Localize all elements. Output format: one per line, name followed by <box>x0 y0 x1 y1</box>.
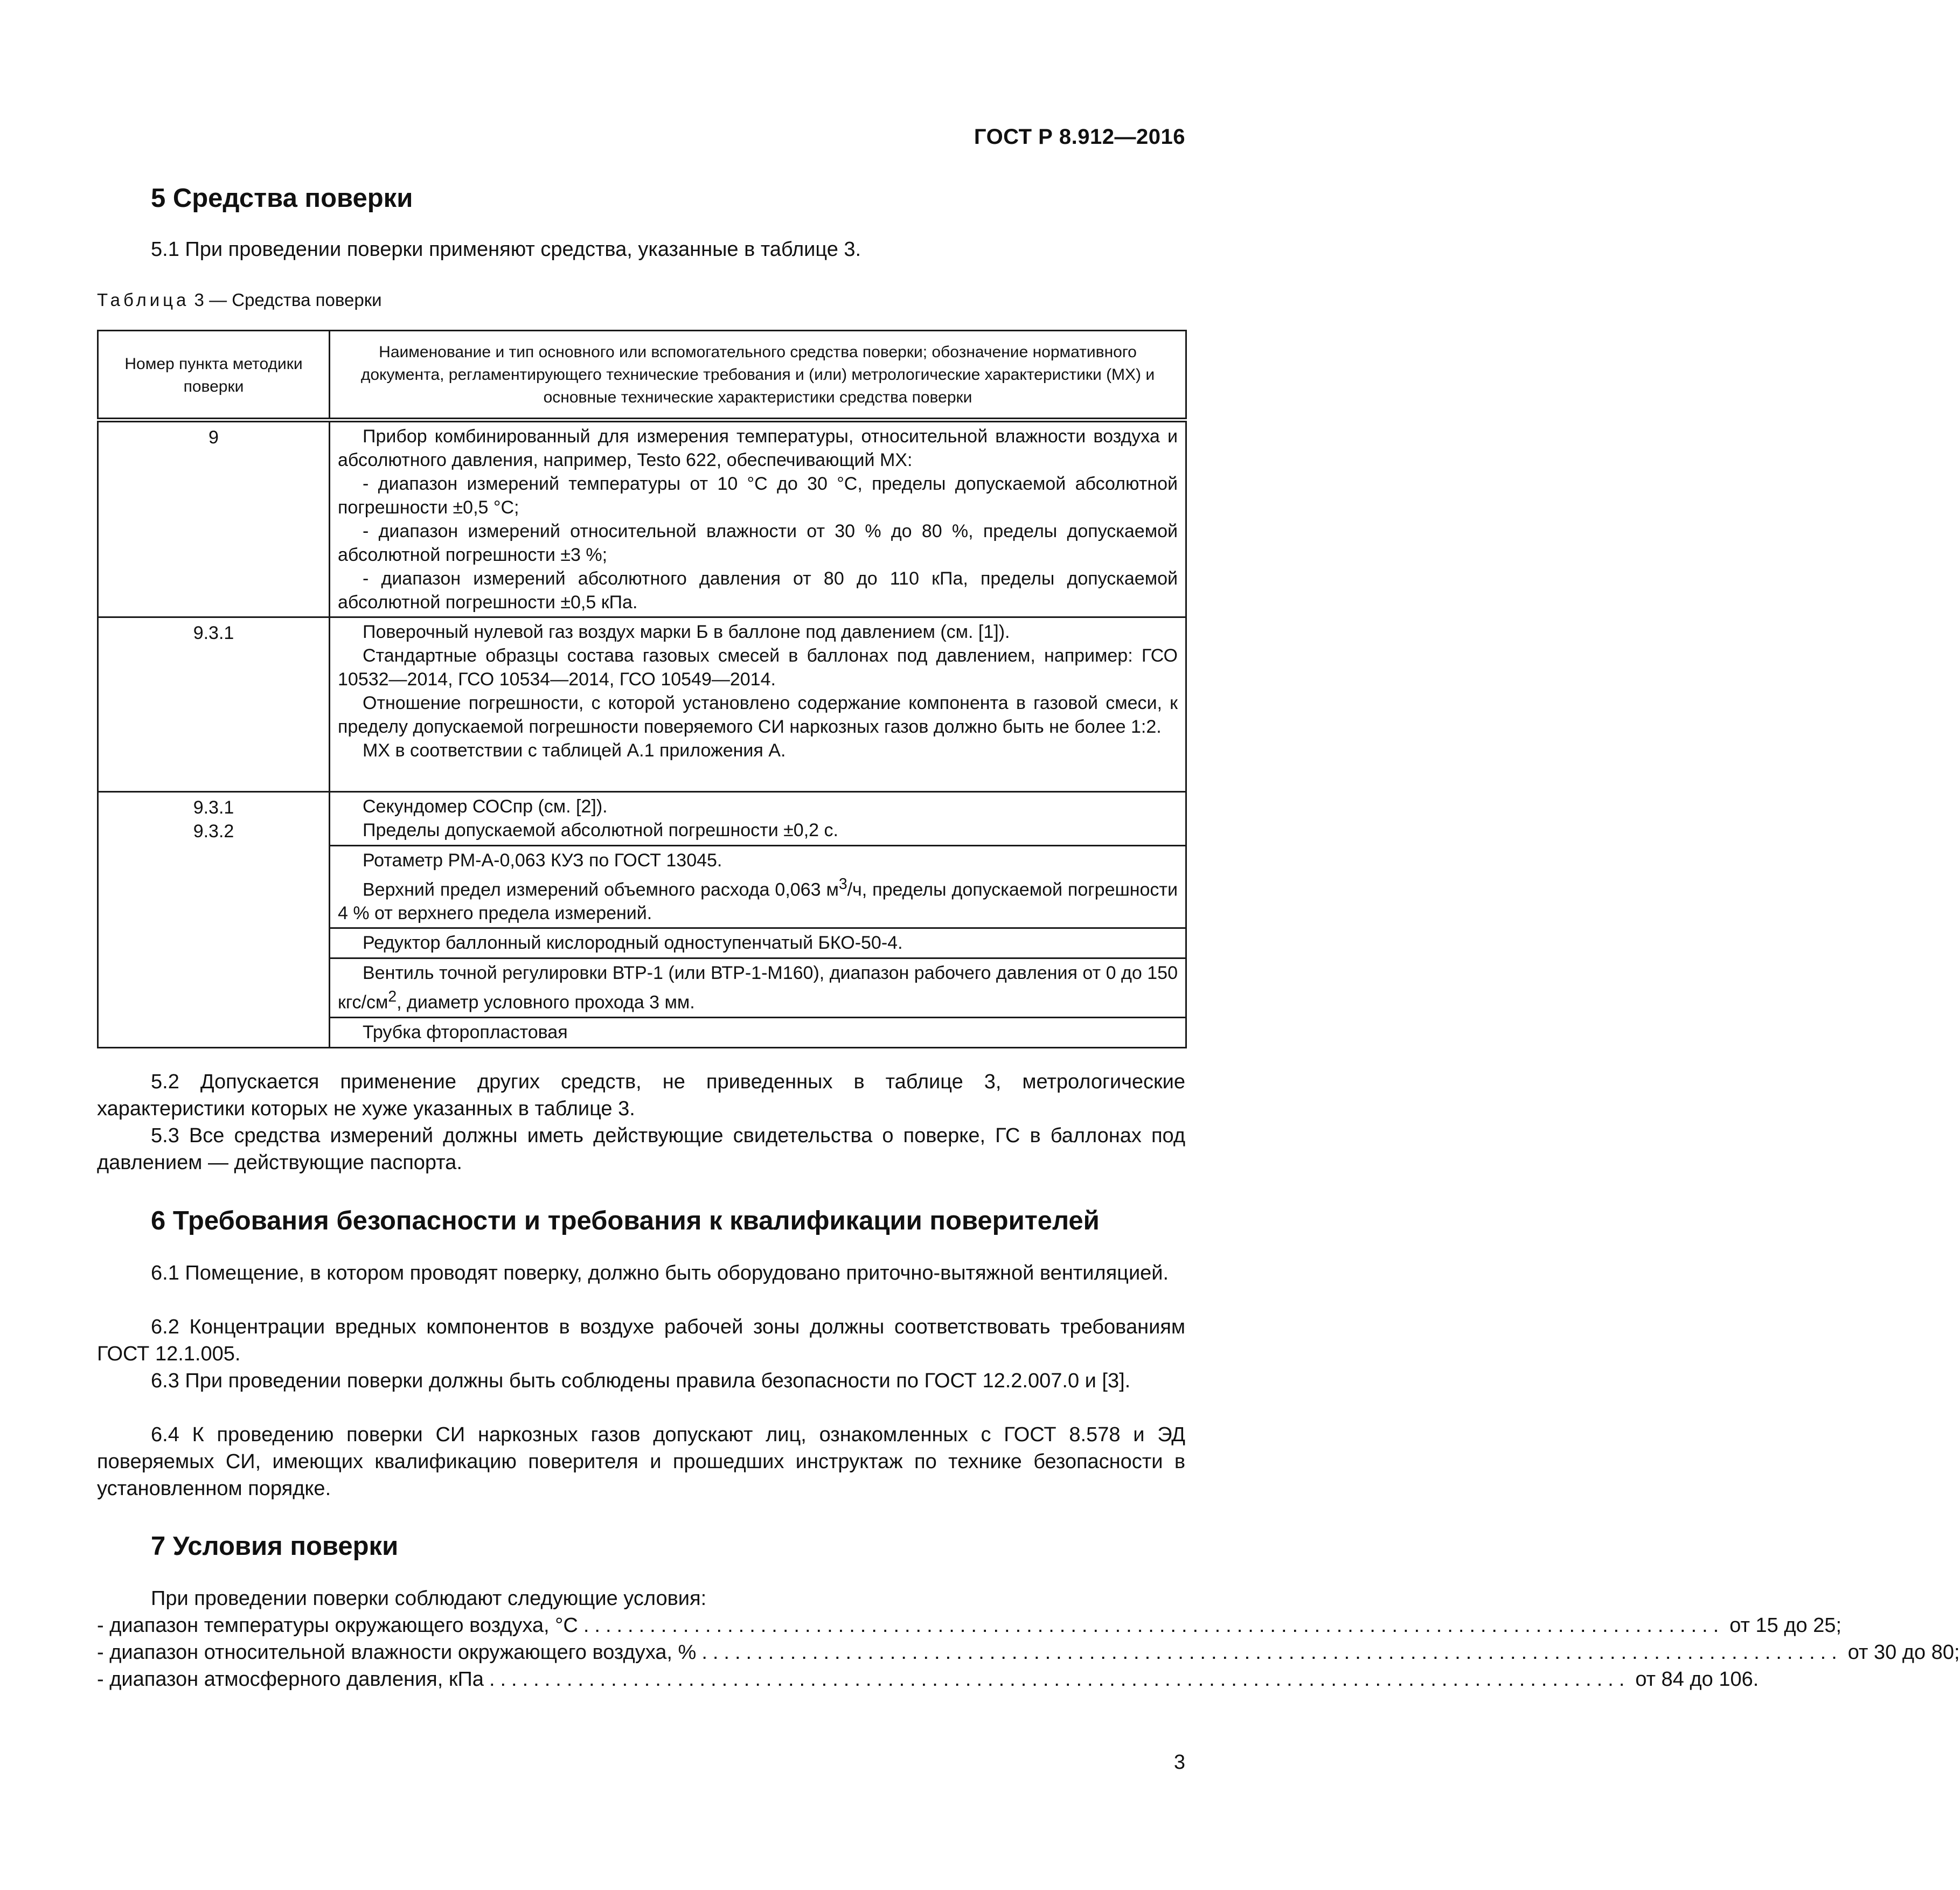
paragraph-6-2: 6.2 Концентрации вредных компонентов в воздухе рабочей зоны должны соответствовать требованиям ГОСТ 12.1.005. <box>97 1316 1185 1365</box>
standard-designation: ГОСТ Р 8.912—2016 <box>974 125 1185 149</box>
section-6-title: 6 Требования безопасности и требования к квалификации поверителей <box>151 1206 1100 1235</box>
verification-tools-table <box>97 330 1185 1048</box>
paragraph-6-4: 6.4 К проведению поверки СИ наркозных газов допускают лиц, ознакомленных с ГОСТ 8.578 и ЭД поверяемых СИ, имеющих квалификацию поверителя и прошедших инструктаж по технике безопасности в установленном порядке. <box>97 1423 1185 1500</box>
table-caption-word: Таблица <box>97 290 190 310</box>
conditions-intro: При проведении поверки соблюдают следующие условия: <box>151 1587 707 1610</box>
conditions-list <box>97 1612 1960 1693</box>
table-cell-description: Трубка фторопластовая <box>330 1017 1186 1047</box>
paragraph-5-1: 5.1 При проведении поверки применяют средства, указанные в таблице 3. <box>151 238 861 261</box>
paragraph-5-2: 5.2 Допускается применение других средств, не приведенных в таблице 3, метрологические характеристики которых не хуже указанных в таблице 3. <box>97 1071 1185 1120</box>
table-cell-description: Ротаметр РМ-А-0,063 КУЗ по ГОСТ 13045. Верхний предел измерений объемного расхода 0,063 $м^3/ч$, пределы допускаемой погрешности 4 % от верхнего предела измерений. <box>330 846 1186 928</box>
page-number: 3 <box>1173 1751 1185 1774</box>
table-cell-description: Редуктор баллонный кислородный одноступенчатый БКО-50-4. <box>330 928 1186 958</box>
section-5-title: 5 Средства поверки <box>151 184 413 213</box>
paragraph-6-1: 6.1 Помещение, в котором проводят поверку, должно быть оборудовано приточно-вытяжной вентиляцией. <box>151 1262 1169 1284</box>
document-page <box>97 0 1960 1890</box>
table-cell-description: Вентиль точной регулировки ВТР-1 (или ВТР-1-М160), диапазон рабочего давления от 0 до 150 кгс/$см^2$, диаметр условного прохода 3 мм. <box>330 958 1186 1017</box>
section-7-title: 7 Условия поверки <box>151 1532 399 1561</box>
table-header-row <box>98 331 1186 420</box>
table-row <box>98 792 1186 846</box>
table-header-col1: Номер пункта методики поверки <box>98 331 330 420</box>
paragraph-6-3: 6.3 При проведении поверки должны быть соблюдены правила безопасности по ГОСТ 12.2.007.0 и [3]. <box>151 1370 1131 1392</box>
table-caption <box>97 290 382 310</box>
table-cell-description: Поверочный нулевой газ воздух марки Б в баллоне под давлением (см. [1]). Стандартные образцы состава газовых смесей в баллонах под давлением, например: ГСО 10532—2014, ГСО 10534—2014, ГСО 10549—2014. Отношение погрешности, с которой установлено содержание компонента в газовой смеси, к пределу допускаемой погрешности поверяемого СИ наркозных газов должно быть не более 1:2. МХ в соответствии с таблицей А.1 приложения А. <box>330 617 1186 792</box>
table-row <box>98 420 1186 617</box>
paragraph-5-3: 5.3 Все средства измерений должны иметь действующие свидетельства о поверке, ГС в баллонах под давлением — действующие паспорта. <box>97 1124 1185 1174</box>
table-cell-item-number: 9 <box>98 420 330 617</box>
list-item: - диапазон температуры окружающего воздуха, °C ....................................................................................................... от 15 до 25; <box>97 1614 1842 1637</box>
table-cell-item-number: 9.3.1 <box>98 617 330 792</box>
table-caption-title: 3 — Средства поверки <box>189 290 382 310</box>
table-cell-description: Секундомер СОСпр (см. [2]). Пределы допускаемой абсолютной погрешности ±0,2 с. <box>330 792 1186 846</box>
list-item: - диапазон относительной влажности окружающего воздуха, % ....................................................................................................... от 30 до 80; <box>97 1641 1960 1664</box>
table-cell-description: Прибор комбинированный для измерения температуры, относительной влажности воздуха и абсолютного давления, например, Testo 622, обеспечивающий МХ: - диапазон измерений температуры от 10 °C до 30 °C, пределы допускаемой абсолютной погрешности ±0,5 °C; - диапазон измерений относительной влажности от 30 % до 80 %, пределы допускаемой абсолютной погрешности ±3 %; - диапазон измерений абсолютного давления от 80 до 110 кПа, пределы допускаемой абсолютной погрешности ±0,5 кПа. <box>330 420 1186 617</box>
table-row <box>98 617 1186 792</box>
list-item: - диапазон атмосферного давления, кПа ....................................................................................................... от 84 до 106. <box>97 1668 1759 1691</box>
table-cell-item-number: 9.3.1 9.3.2 <box>98 792 330 1048</box>
table-header-col2: Наименование и тип основного или вспомогательного средства поверки; обозначение нормативного документа, регламентирующего технические требования и (или) метрологические характеристики (МХ) и основные технические характеристики средства поверки <box>330 331 1186 420</box>
